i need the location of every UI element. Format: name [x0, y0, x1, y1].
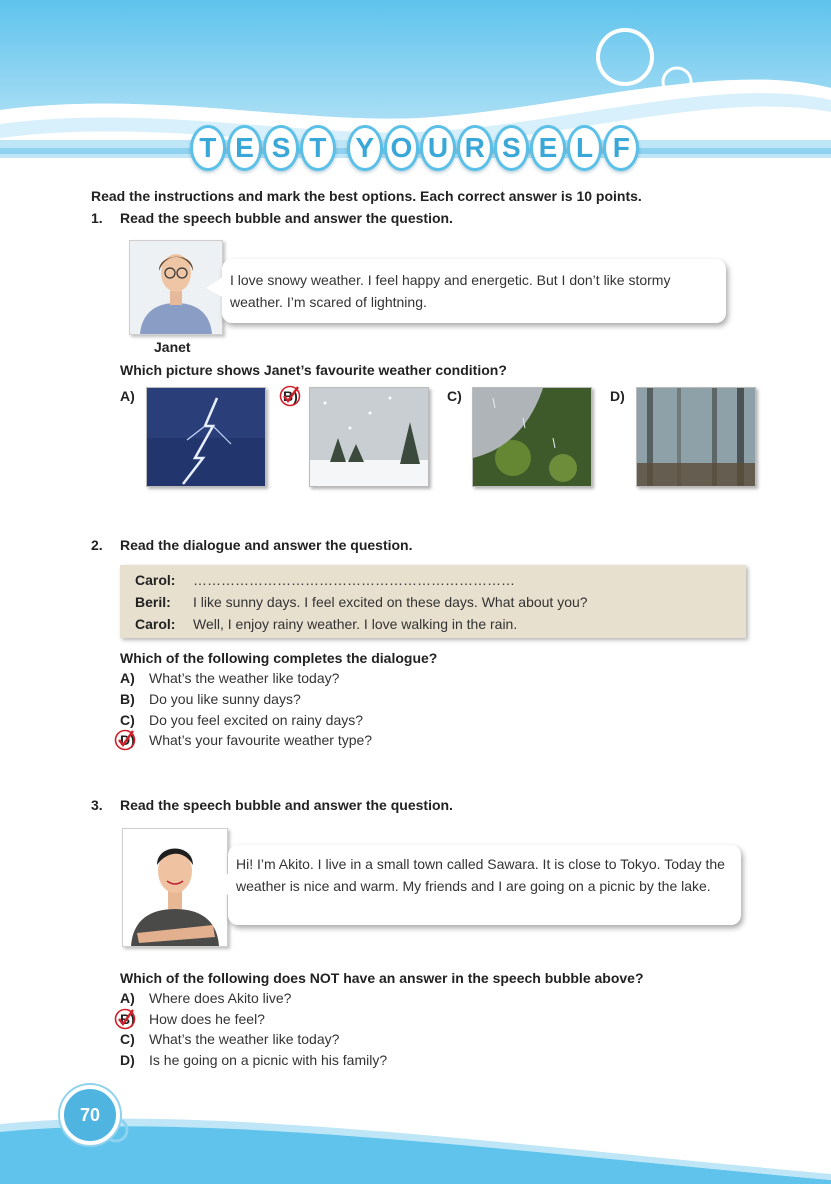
option-row[interactable]	[120, 1011, 265, 1029]
option-text: Do you feel excited on rainy days?	[149, 712, 364, 728]
option-row[interactable]	[120, 990, 291, 1008]
title-letter: T	[190, 125, 226, 171]
option-text: How does he feel?	[149, 1011, 265, 1027]
q1-question: Which picture shows Janet’s favourite weather condition?	[120, 362, 507, 378]
page-title	[190, 118, 640, 178]
q2-number: 2.	[91, 537, 103, 553]
option-text: What’s the weather like today?	[149, 670, 340, 686]
dialogue-box	[120, 565, 746, 638]
title-letter: U	[420, 125, 456, 171]
page-number: 70	[60, 1085, 120, 1145]
q2-question: Which of the following completes the dialogue?	[120, 650, 438, 666]
option-text: What’s the weather like today?	[149, 1031, 340, 1047]
option-row[interactable]	[120, 670, 339, 688]
option-letter: B)	[120, 1011, 135, 1027]
q1-number: 1.	[91, 210, 103, 226]
dialogue-line: ……………………………………………………………	[193, 572, 515, 588]
footer-wave-decoration	[0, 1090, 831, 1184]
title-letter: T	[300, 125, 336, 171]
q1-prompt: Read the speech bubble and answer the question.	[120, 210, 453, 226]
option-letter[interactable]: B)	[283, 388, 298, 404]
title-letter: L	[567, 125, 603, 171]
speaker-name: Janet	[154, 339, 191, 355]
title-letter: E	[227, 125, 263, 171]
option-row[interactable]	[120, 1052, 387, 1070]
check-mark-icon	[114, 729, 136, 751]
option-letter[interactable]: D)	[610, 388, 625, 404]
speech-bubble: I love snowy weather. I feel happy and energetic. But I don’t like stormy weather. I’m scared of lightning.	[222, 259, 726, 323]
option-text: Is he going on a picnic with his family?	[149, 1052, 388, 1068]
option-letter: C)	[120, 1031, 135, 1047]
option-text: Do you like sunny days?	[149, 691, 301, 707]
title-letter: E	[530, 125, 566, 171]
option-letter: B)	[120, 691, 135, 707]
dialogue-line: I like sunny days. I feel excited on these days. What about you?	[193, 594, 588, 610]
option-row[interactable]	[120, 1031, 339, 1049]
option-letter: A)	[120, 990, 135, 1006]
option-letter: D)	[120, 732, 135, 748]
dialogue-speaker: Carol:	[135, 616, 176, 632]
lightning-image[interactable]	[146, 387, 266, 487]
snow-image[interactable]	[309, 387, 429, 487]
option-letter[interactable]: C)	[447, 388, 462, 404]
q3-question: Which of the following does NOT have an answer in the speech bubble above?	[120, 970, 644, 986]
title-letter: Y	[347, 125, 383, 171]
q2-prompt: Read the dialogue and answer the question.	[120, 537, 413, 553]
q3-number: 3.	[91, 797, 103, 813]
fog-image[interactable]	[636, 387, 756, 487]
bubble-tail	[210, 872, 232, 898]
title-letter: R	[457, 125, 493, 171]
dialogue-speaker: Carol:	[135, 572, 176, 588]
bubble-tail	[206, 276, 226, 300]
check-mark-icon	[114, 1008, 136, 1030]
instructions: Read the instructions and mark the best options. Each correct answer is 10 points.	[91, 188, 642, 204]
option-letter: C)	[120, 712, 135, 728]
option-row[interactable]	[120, 732, 372, 750]
speech-bubble: Hi! I’m Akito. I live in a small town called Sawara. It is close to Tokyo. Today the weather is nice and warm. My friends and I are going on a picnic by the lake.	[228, 845, 741, 925]
title-letter: F	[603, 125, 639, 171]
option-letter[interactable]: A)	[120, 388, 135, 404]
title-letter: S	[263, 125, 299, 171]
option-row[interactable]	[120, 712, 363, 730]
rain-umbrella-image[interactable]	[472, 387, 592, 487]
option-row[interactable]	[120, 691, 301, 709]
title-letter: S	[494, 125, 530, 171]
option-text: What’s your favourite weather type?	[149, 732, 373, 748]
dialogue-speaker: Beril:	[135, 594, 171, 610]
title-letter: O	[384, 125, 420, 171]
option-letter: D)	[120, 1052, 135, 1068]
check-mark-icon	[279, 385, 301, 407]
option-letter: A)	[120, 670, 135, 686]
q3-prompt: Read the speech bubble and answer the question.	[120, 797, 453, 813]
dialogue-line: Well, I enjoy rainy weather. I love walking in the rain.	[193, 616, 518, 632]
option-text: Where does Akito live?	[149, 990, 292, 1006]
